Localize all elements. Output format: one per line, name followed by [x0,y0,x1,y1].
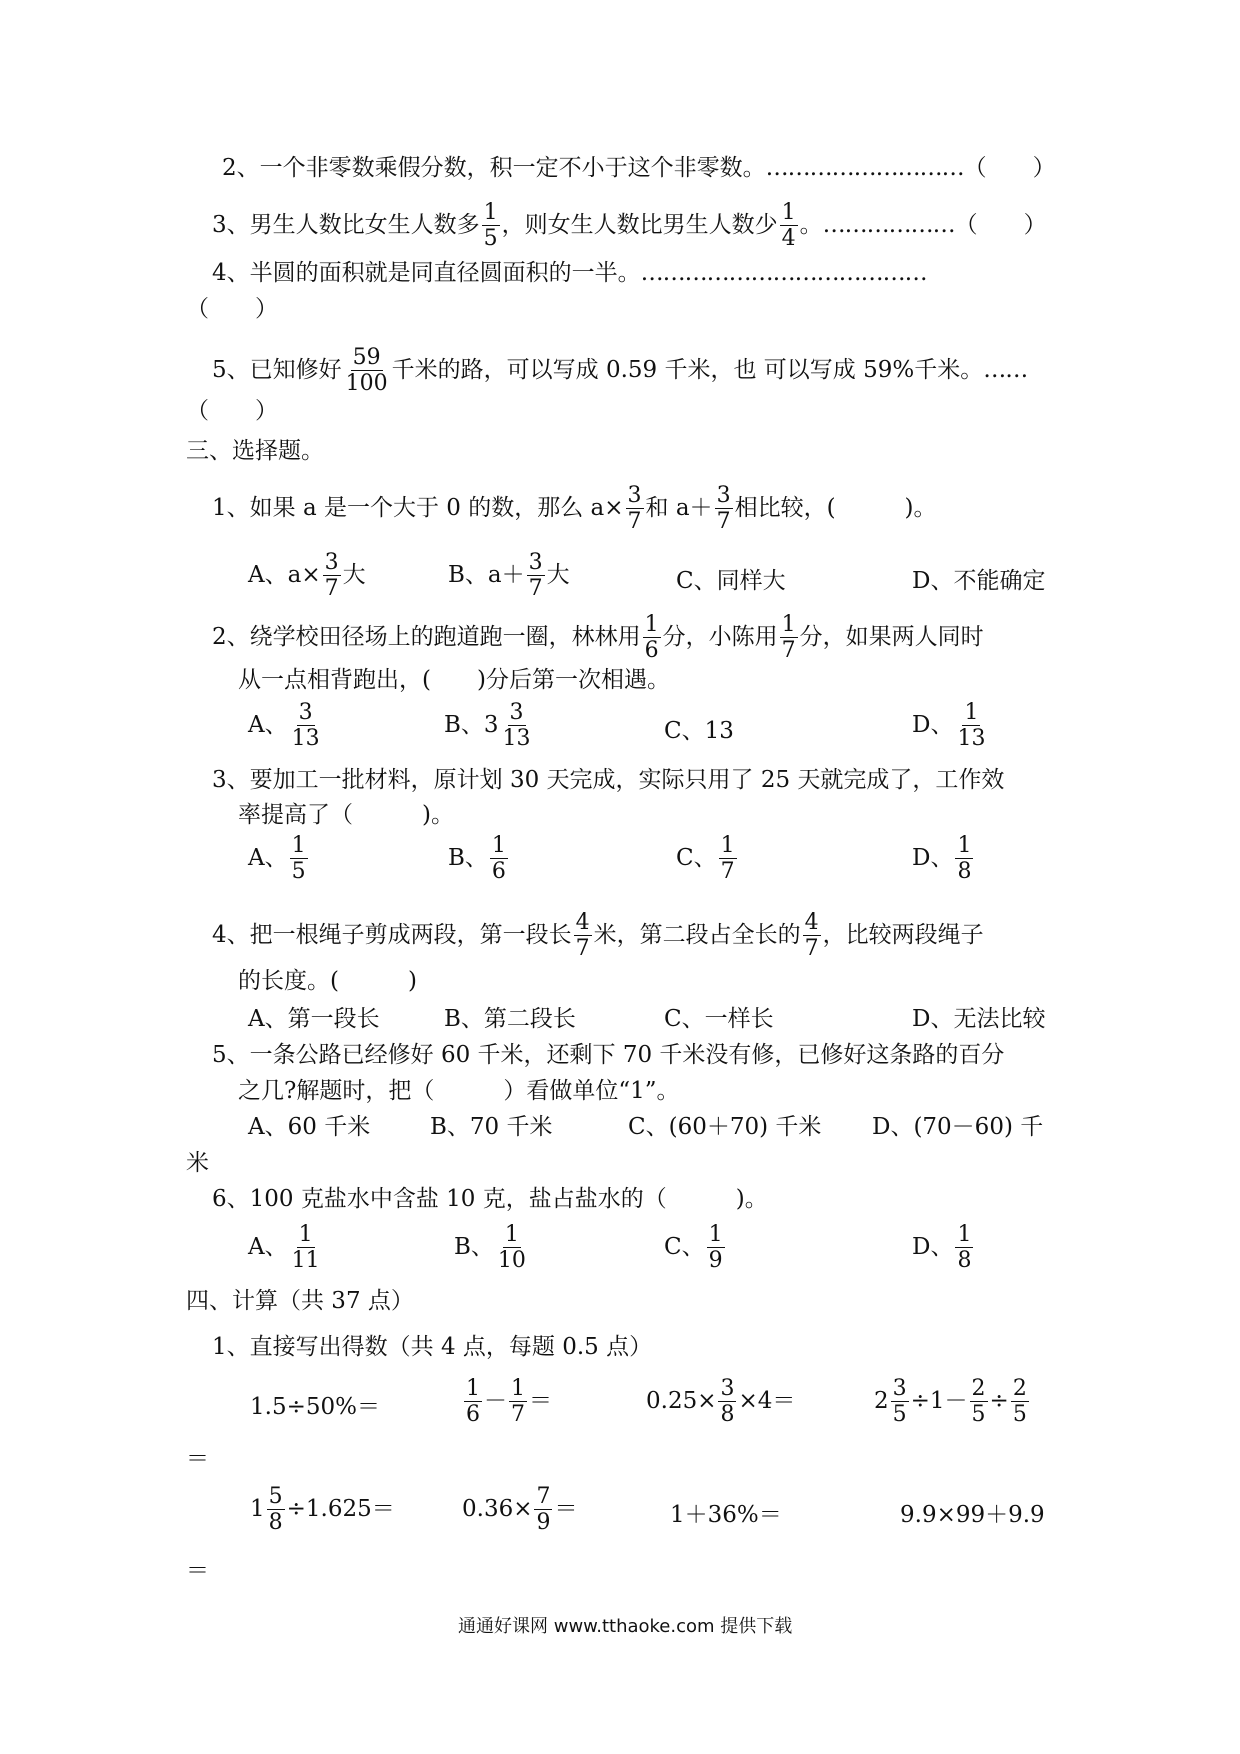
judgement-q4: 4、半圆的面积就是同直径圆面积的一半。………………………………… [212,260,927,286]
choice-q2-line2: 从一点相背跑出，( )分后第一次相遇。 [238,667,670,693]
fraction: $\frac{3}{7}$ [627,483,642,535]
fraction: $\frac{1}{6}$ [644,612,659,664]
section-4-title: 四、计算（共 37 点） [186,1288,414,1314]
calc-row-1: 1.5÷50%＝ $\frac{1}{6}$ － $\frac{1}{7}$ ＝ 0.25× $\frac{3}{8}$ ×4＝ 2 $\frac{3}{5}$ ÷1－ $\frac{2}{5}$ ÷ $\frac{2}{5}$ [250,1376,1027,1428]
fraction: $\frac{1}{7}$ [781,612,796,664]
fraction: $\frac{1}{5}$ [483,200,498,252]
choice-q4-line2: 的长度。( ) [238,968,417,994]
calc-q1-title: 1、直接写出得数（共 4 点，每题 0.5 点） [212,1334,653,1360]
choice-q6: 6、100 克盐水中含盐 10 克，盐占盐水的（ )。 [212,1186,768,1212]
calc-row-1-wrap: ＝ [186,1446,209,1472]
judgement-q3: 3、男生人数比女生人数多 $\frac{1}{5}$ ，则女生人数比男生人数少 $\frac{1}{4}$ 。………………（ ） [212,200,1047,252]
calc-row-2: 1 $\frac{5}{8}$ ÷1.625＝ 0.36× $\frac{7}{9}$ ＝ 1＋36%＝ 9.9×99＋9.9 [250,1484,1045,1536]
choice-q3-line1: 3、要加工一批材料，原计划 30 天完成，实际只用了 25 天就完成了，工作效 [212,767,1005,793]
choice-q6-options: A、 $\frac{1}{11}$ B、 $\frac{1}{10}$ C、 $\frac{1}{9}$ D、 $\frac{1}{8}$ [248,1222,972,1274]
fraction: $\frac{3}{7}$ [716,483,731,535]
fraction: $\frac{4}{7}$ [804,910,819,962]
choice-q2: 2、绕学校田径场上的跑道跑一圈，林林用 $\frac{1}{6}$ 分，小陈用 $\frac{1}{7}$ 分，如果两人同时 [212,612,984,664]
exam-page: 2、一个非零数乘假分数，积一定不小于这个非零数。………………………（ ） 3、男生人数比女生人数多 $\frac{1}{5}$ ，则女生人数比男生人数少 $\frac{1}{4}$ 。………………（ ） 4、半圆的面积就是同直径圆面积的一半。………………………………… （ ） 5、已知修好 $\frac{59}{100}$ 千米的路，可以写成 0.59 千米，也 可以写成 59%千米。…… （ ） 三、选择题。 1、如果 a 是一个大于 0 的数，那么 a× $\frac{3}{7}$ 和 a＋ $\frac{3}{7}$ 相比较，( )。 A、a× $\frac{3}{7}$ 大 B、a＋ $\frac{3}{7}$ 大 C、同样大 D、不能确定 2、绕学校田径场上的跑道跑一圈，林林用 $\frac{1}{6}$ 分，小陈用 $\frac{1}{7}$ 分，如果两人同时 从一点相背跑出，( )分后第一次相遇。 A、 $\frac{3}{13}$ B、3 $\frac{3}{13}$ C、13 D、 $\frac{1}{13}$ 3、要加工一批材料，原计划 30 天完成，实际只用了 25 天就完成了，工作效 率提高了（ )。 A、 $\frac{1}{5}$ B、 $\frac{1}{6}$ C、 $\frac{1}{7}$ D、 $\frac{1}{8}$ 4、把一根绳子剪成两段，第一段长 $\frac{4}{7}$ 米，第二段占全长的 $\frac{4}{7}$ ，比较两段绳子 的长度。( ) A、第一段长 B、第二段长 C、一样长 D、无法比较 5、一条公路已经修好 60 千米，还剩下 70 千米没有修，已修好这条路的百分 之几?解题时，把（ ）看做单位“1”。 A、60 千米 B、70 千米 C、(60＋70) 千米 D、(70－60) 千 米 6、100 克盐水中含盐 10 克，盐占盐水的（ )。 A、 $\frac{1}{11}$ B、 $\frac{1}{10}$ C、 $\frac{1}{9}$ D、 $\frac{1}{8}$ 四、计算（共 37 点） 1、直接写出得数（共 4 点，每题 0.5 点） 1.5÷50%＝ $\frac{1}{6}$ － $\frac{1}{7}$ ＝ 0.25× $\frac{3}{8}$ ×4＝ 2 $\frac{3}{5}$ ÷1－ $\frac{2}{5}$ ÷ $\frac{2}{5}$ ＝ 1 $\frac{5}{8}$ ÷1.625＝ 0.36× $\frac{7}{9}$ ＝ 1＋36%＝ 9.9×99＋9.9 ＝ 通通好课网 www.tthaoke.com 提供下载 [0,0,1240,1754]
choice-q3-options: A、 $\frac{1}{5}$ B、 $\frac{1}{6}$ C、 $\frac{1}{7}$ D、 $\frac{1}{8}$ [248,833,972,885]
fraction: $\frac{59}{100}$ [345,345,388,397]
fraction: $\frac{4}{7}$ [575,910,590,962]
choice-q3-line2: 率提高了（ )。 [238,802,454,828]
judgement-q2: 2、一个非零数乘假分数，积一定不小于这个非零数。………………………（ ） [222,155,1056,181]
section-3-title: 三、选择题。 [186,438,324,464]
choice-q4: 4、把一根绳子剪成两段，第一段长 $\frac{4}{7}$ 米，第二段占全长的 $\frac{4}{7}$ ，比较两段绳子 [212,910,984,962]
choice-q1: 1、如果 a 是一个大于 0 的数，那么 a× $\frac{3}{7}$ 和 a＋ $\frac{3}{7}$ 相比较，( )。 [212,483,937,535]
choice-q5-wrap: 米 [186,1150,209,1176]
choice-q5-line2: 之几?解题时，把（ ）看做单位“1”。 [238,1078,680,1104]
judgement-q5-paren: （ ） [186,398,278,424]
judgement-q5: 5、已知修好 $\frac{59}{100}$ 千米的路，可以写成 0.59 千米，也 可以写成 59%千米。…… [212,345,1028,397]
calc-row-2-wrap: ＝ [186,1558,209,1584]
choice-q2-options: A、 $\frac{3}{13}$ B、3 $\frac{3}{13}$ C、13 D、 $\frac{1}{13}$ [248,700,986,752]
choice-q5-line1: 5、一条公路已经修好 60 千米，还剩下 70 千米没有修，已修好这条路的百分 [212,1042,1005,1068]
judgement-q4-paren: （ ） [186,296,278,322]
footer-credit: 通通好课网 www.tthaoke.com 提供下载 [458,1616,793,1637]
fraction: $\frac{1}{4}$ [781,200,796,252]
